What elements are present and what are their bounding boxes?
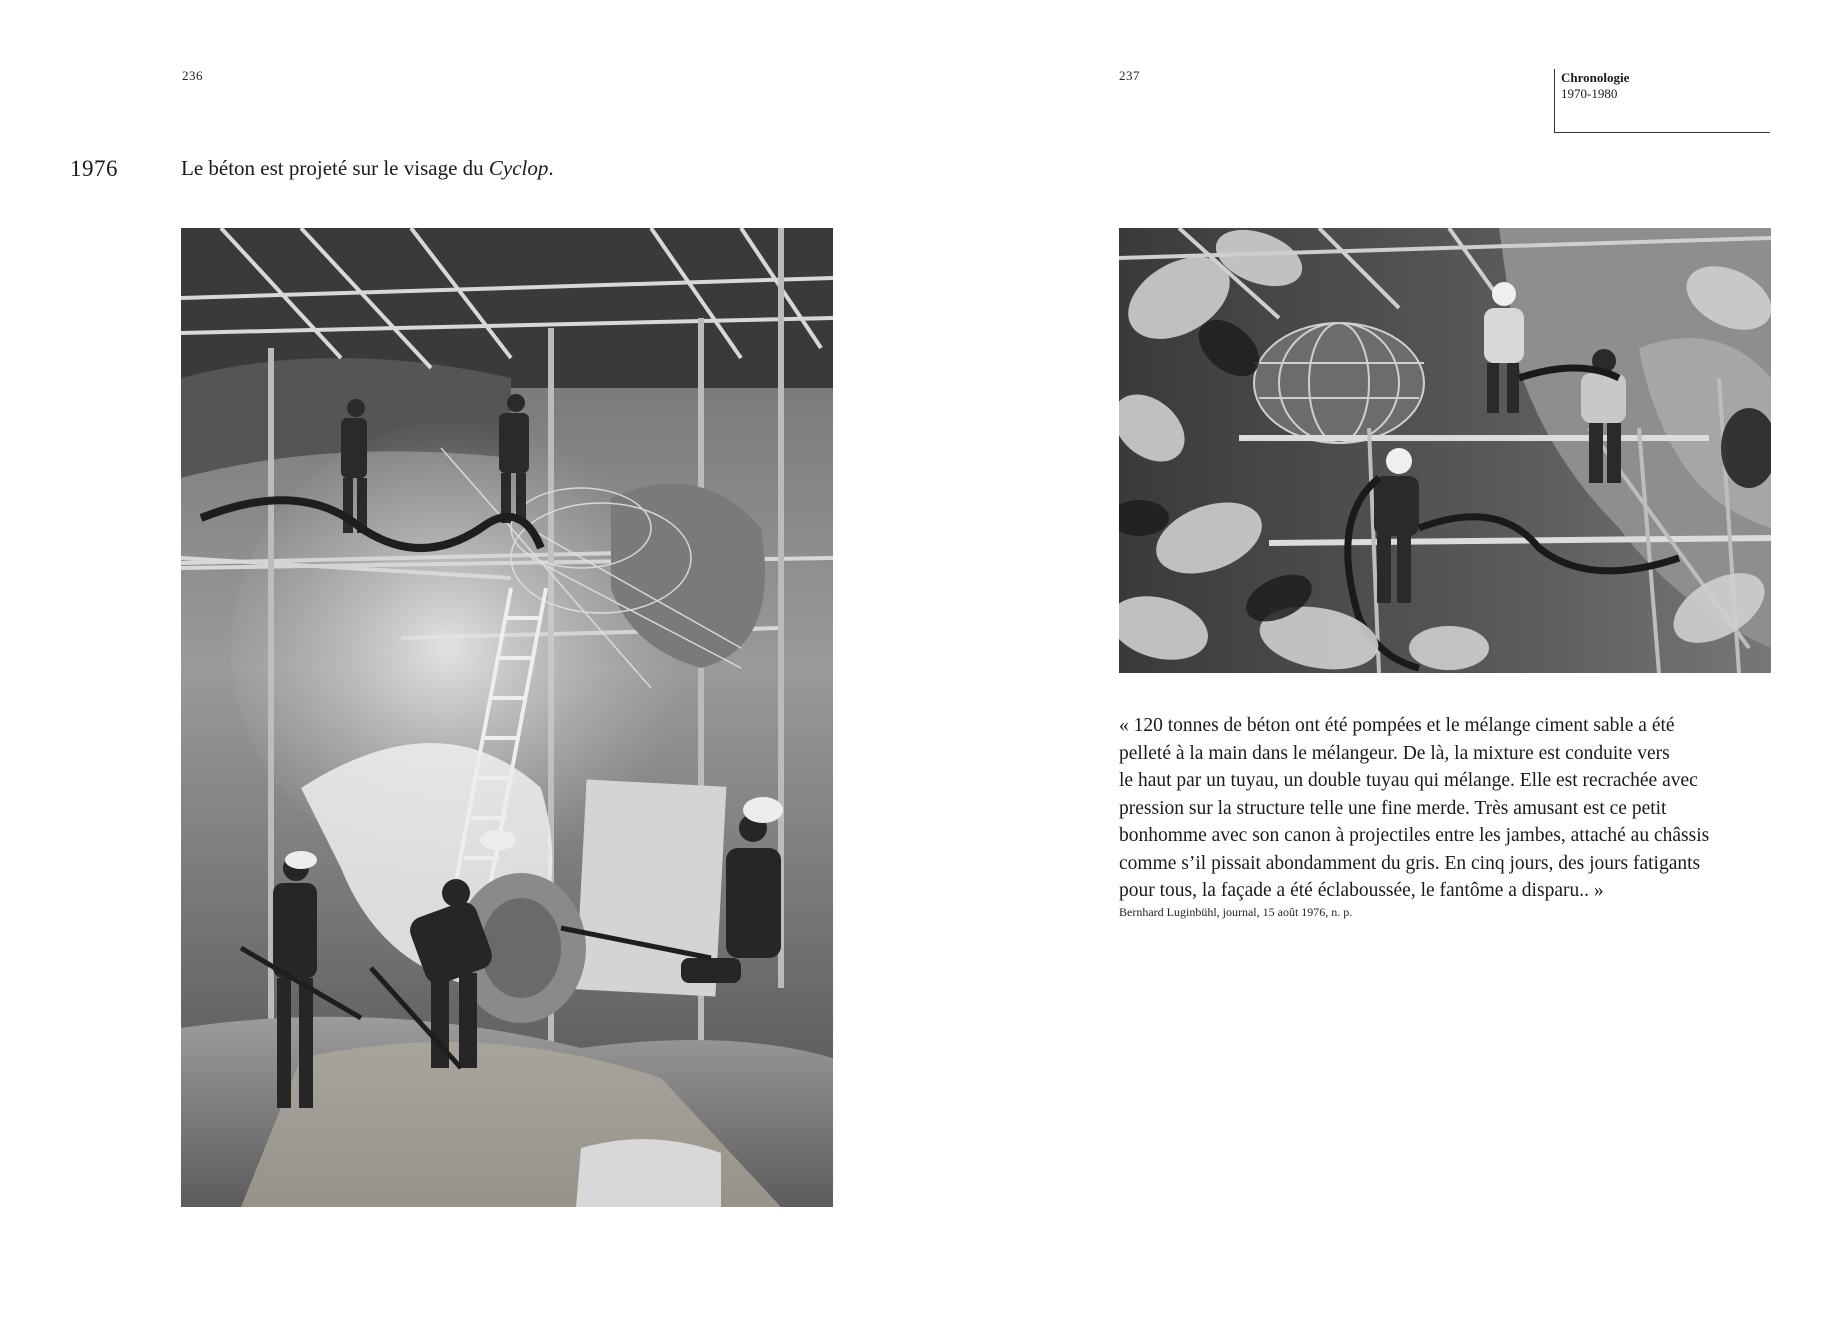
chronology-title: Chronologie bbox=[1561, 70, 1630, 85]
photo-construction-workers-icon bbox=[181, 228, 833, 1207]
quote-line: bonhomme avec son canon à projectiles entre les jambes, attaché au châssis bbox=[1119, 825, 1710, 846]
photo-construction-workers bbox=[181, 228, 833, 1207]
quote-line: « 120 tonnes de béton ont été pompées et le mélange ciment sable a été bbox=[1119, 715, 1675, 736]
year-label: 1976 bbox=[70, 156, 118, 181]
photo-workers-scaffold-icon bbox=[1119, 228, 1771, 673]
quote-line: comme s’il pissait abondamment du gris. En cinq jours, des jours fatigants bbox=[1119, 852, 1701, 874]
chronology-section-label bbox=[1554, 69, 1770, 133]
heading-text: Le béton est projeté sur le visage du bbox=[181, 156, 489, 180]
right-page bbox=[913, 0, 1826, 1328]
quote-source: Bernhard Luginbühl, journal, 15 août 1976, n. p. bbox=[1119, 905, 1353, 919]
quote-line: pour tous, la façade a été éclaboussée, le fantôme a disparu.. » bbox=[1119, 880, 1604, 901]
page-number-right: 237 bbox=[1119, 68, 1140, 83]
heading-period: . bbox=[548, 156, 554, 180]
quote-text bbox=[1119, 712, 1774, 905]
chronology-range: 1970-1980 bbox=[1561, 86, 1618, 101]
page-number-left: 236 bbox=[182, 68, 203, 83]
heading-italic-title: Cyclop bbox=[488, 156, 549, 180]
quote-line: pression sur la structure telle une fine merde. Très amusant est ce petit bbox=[1119, 797, 1667, 819]
quote-line: pelleté à la main dans le mélangeur. De là, la mixture est conduite vers bbox=[1119, 742, 1670, 764]
quote-line: le haut par un tuyau, un double tuyau qui mélange. Elle est recrachée avec bbox=[1119, 770, 1698, 791]
photo-workers-scaffold bbox=[1119, 228, 1771, 673]
section-heading bbox=[181, 156, 554, 181]
